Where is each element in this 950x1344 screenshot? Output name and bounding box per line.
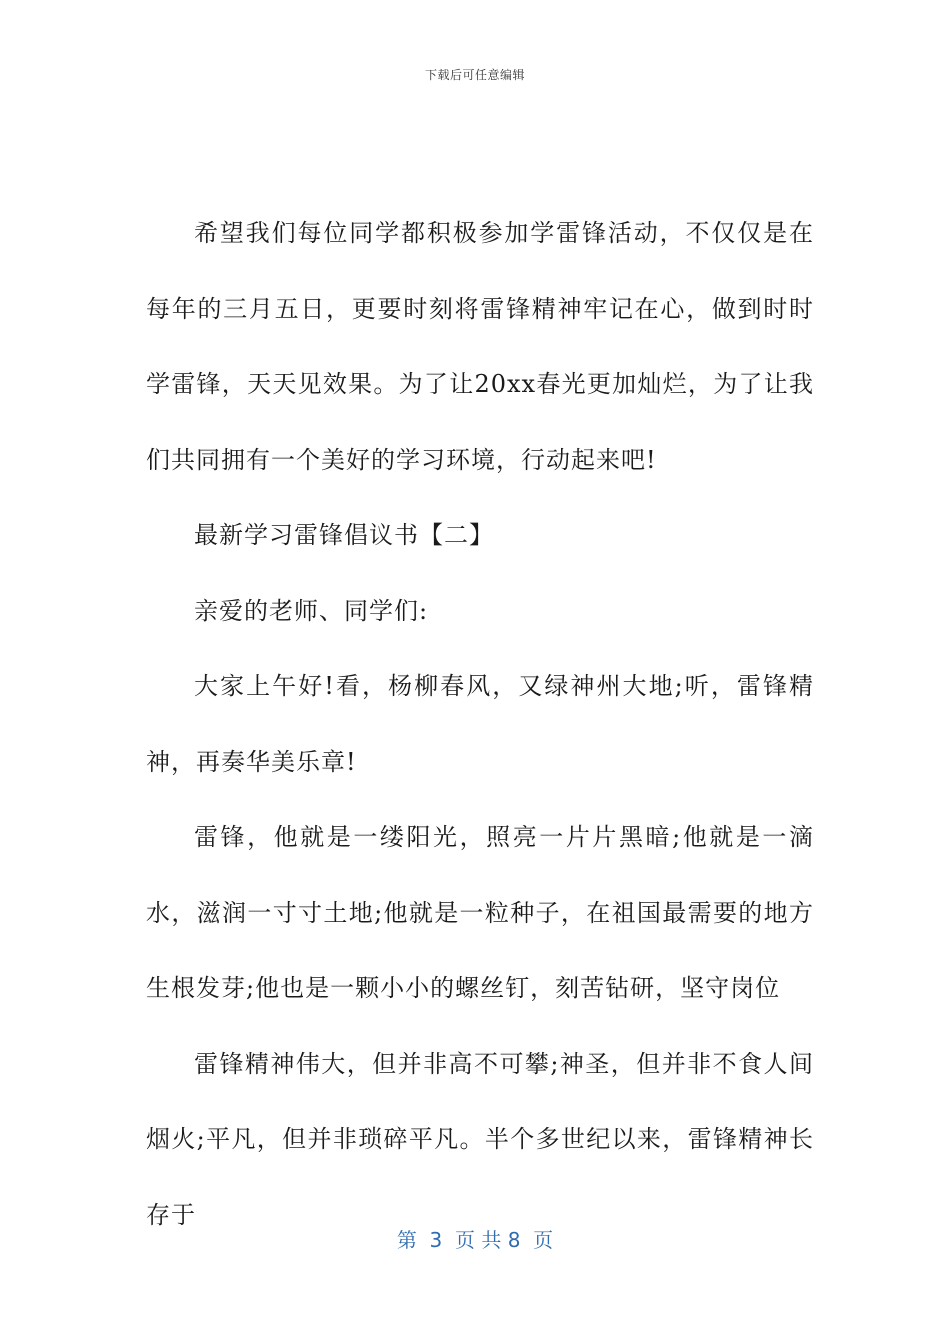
header-note: 下载后可任意编辑 (424, 68, 525, 82)
paragraph: 雷锋精神伟大，但并非高不可攀;神圣，但并非不食人间烟火;平凡，但并非琐碎平凡。半个多世纪以来，雷锋精神长存于 (146, 1049, 814, 1229)
paragraph: 雷锋，他就是一缕阳光，照亮一片片黑暗;他就是一滴水，滋润一寸寸土地;他就是一粒种子，在祖国最需要的地方生根发芽;他也是一颗小小的螺丝钉，刻苦钻研，坚守岗位 (146, 823, 814, 1002)
document-body (146, 196, 814, 1253)
section-title: 最新学习雷锋倡议书【二】 (194, 521, 494, 549)
salutation: 亲爱的老师、同学们: (194, 596, 429, 625)
paragraph: 大家上午好!看，杨柳春风，又绿神州大地;听，雷锋精神，再奏华美乐章! (146, 672, 814, 776)
paragraph: 希望我们每位同学都积极参加学雷锋活动，不仅仅是在每年的三月五日，更要时刻将雷锋精神牢记在心，做到时时学雷锋，天天见效果。为了让20xx春光更加灿烂，为了让我们共同拥有一个美好的学习环境，行动起来吧! (146, 219, 814, 474)
page-number-label: 第 3 页 共 8 页 (396, 1228, 554, 1252)
page-number (0, 1224, 950, 1253)
